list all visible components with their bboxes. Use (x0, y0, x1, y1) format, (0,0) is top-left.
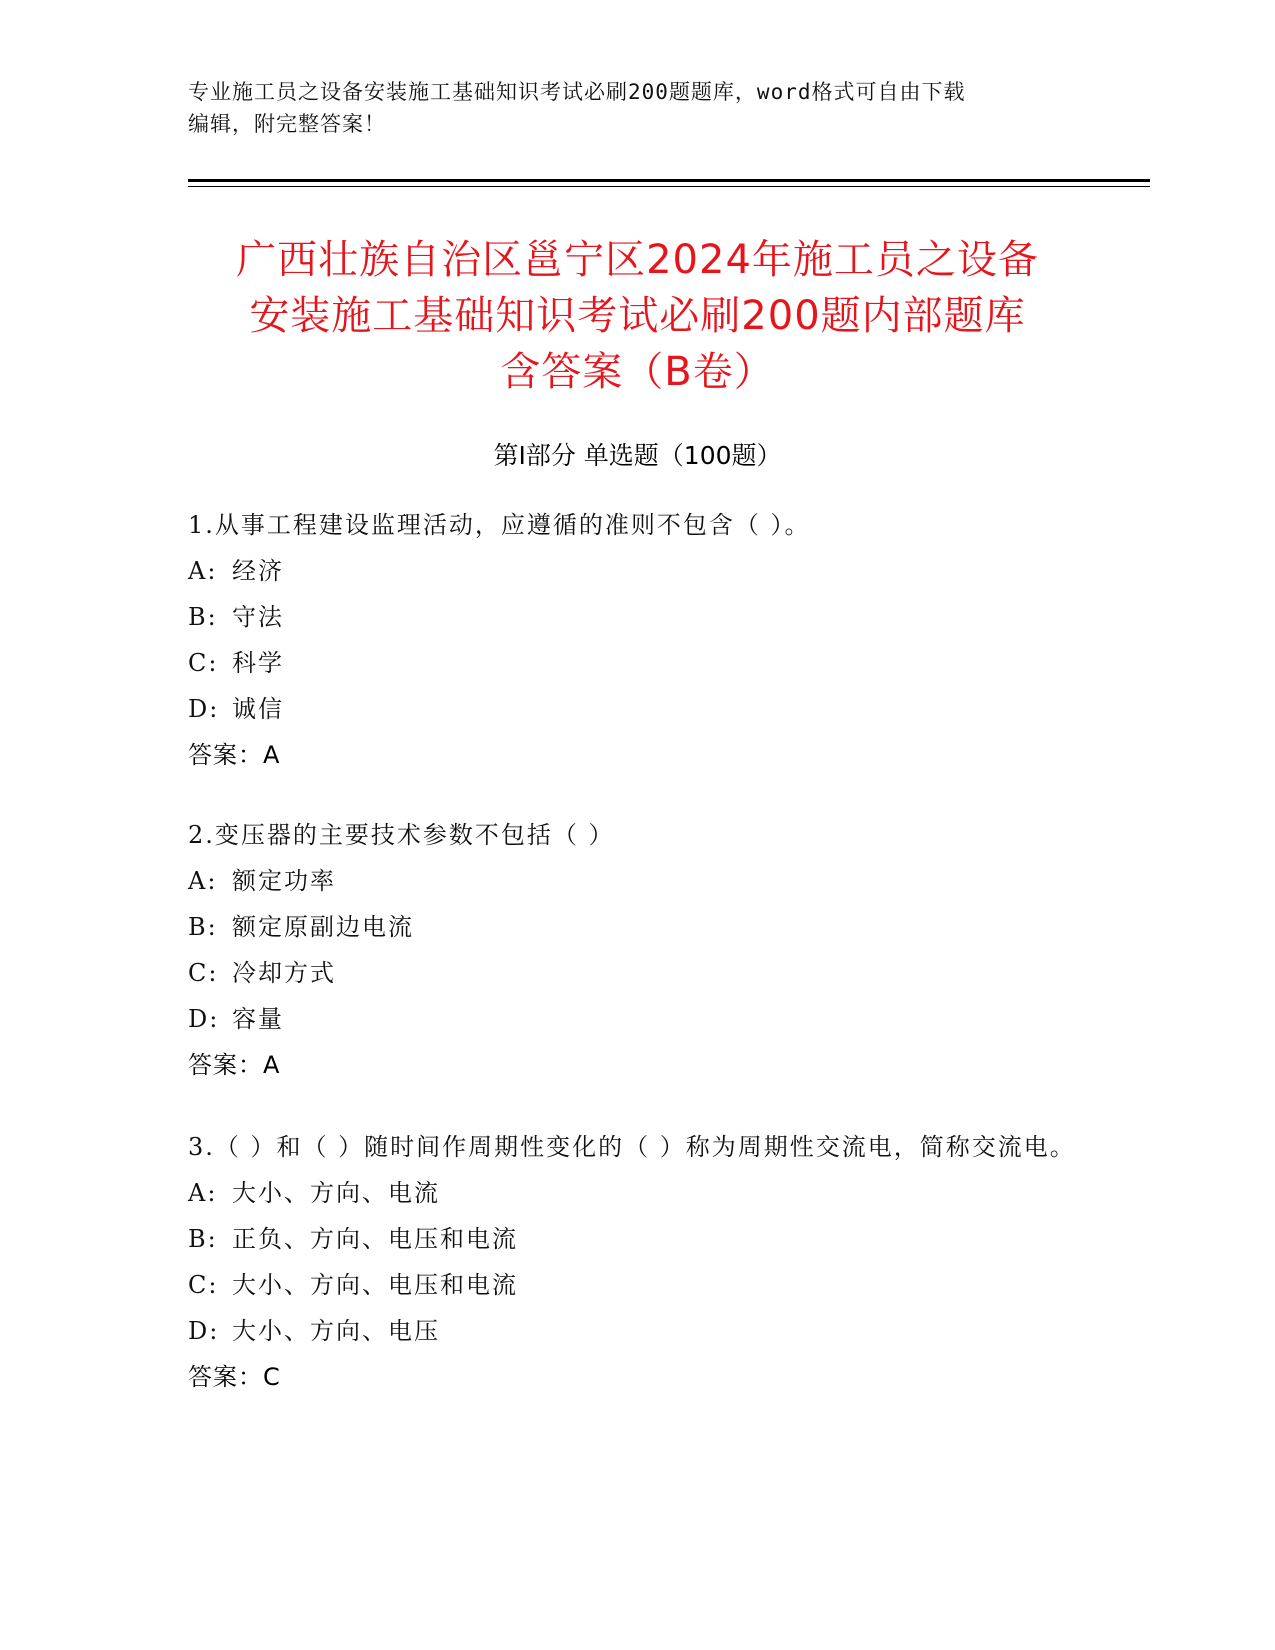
question-2 (188, 812, 1088, 1088)
option-key: C: (188, 959, 219, 987)
option-text: 容量 (232, 1005, 284, 1033)
option-text: 经济 (232, 557, 284, 585)
question-stem: 2.变压器的主要技术参数不包括（ ） (188, 821, 615, 849)
title-line-3: 含答案（B卷） (500, 349, 775, 395)
option-c (188, 1262, 1088, 1308)
option-b (188, 1216, 1088, 1262)
option-key: D: (188, 695, 220, 723)
option-text: 额定原副边电流 (232, 913, 414, 941)
header-divider-thin (188, 186, 1150, 187)
option-key: A: (188, 867, 218, 895)
header-line-1: 专业施工员之设备安装施工基础知识考试必刷200题题库，word格式可自由下载 (188, 80, 966, 104)
section-title: 第Ⅰ部分 单选题（100题） (493, 441, 782, 470)
option-text: 冷却方式 (232, 959, 336, 987)
title-line-2: 安装施工基础知识考试必刷200题内部题库 (249, 293, 1026, 339)
option-text: 额定功率 (232, 867, 336, 895)
page-header (188, 76, 1088, 140)
option-key: D: (188, 1005, 220, 1033)
option-a (188, 548, 1088, 594)
option-key: A: (188, 557, 218, 585)
option-text: 守法 (232, 603, 284, 631)
option-a (188, 1170, 1088, 1216)
answer-line: 答案：A (188, 741, 281, 769)
header-divider-thick (188, 179, 1150, 182)
option-key: B: (188, 1225, 218, 1253)
option-text: 科学 (232, 649, 284, 677)
option-d (188, 996, 1088, 1042)
option-b (188, 594, 1088, 640)
document-title (150, 232, 1125, 400)
option-key: C: (188, 649, 219, 677)
option-text: 大小、方向、电流 (232, 1179, 440, 1207)
title-line-1: 广西壮族自治区邕宁区2024年施工员之设备 (236, 237, 1039, 283)
option-text: 正负、方向、电压和电流 (232, 1225, 518, 1253)
option-text: 大小、方向、电压 (232, 1317, 440, 1345)
option-c (188, 640, 1088, 686)
option-d (188, 686, 1088, 732)
answer-line: 答案：C (188, 1363, 281, 1391)
header-line-2: 编辑，附完整答案！ (188, 112, 386, 136)
question-3 (188, 1124, 1088, 1400)
option-text: 大小、方向、电压和电流 (232, 1271, 518, 1299)
option-key: D: (188, 1317, 220, 1345)
option-key: A: (188, 1179, 218, 1207)
question-stem: 1.从事工程建设监理活动，应遵循的准则不包含（ ）。 (188, 511, 811, 539)
option-key: B: (188, 603, 218, 631)
option-d (188, 1308, 1088, 1354)
option-text: 诚信 (232, 695, 284, 723)
option-a (188, 858, 1088, 904)
option-b (188, 904, 1088, 950)
question-1 (188, 502, 1088, 778)
answer-line: 答案：A (188, 1051, 281, 1079)
question-stem: 3.（ ）和（ ）随时间作周期性变化的（ ）称为周期性交流电，简称交流电。 (188, 1133, 1076, 1161)
option-key: C: (188, 1271, 219, 1299)
option-key: B: (188, 913, 218, 941)
option-c (188, 950, 1088, 996)
